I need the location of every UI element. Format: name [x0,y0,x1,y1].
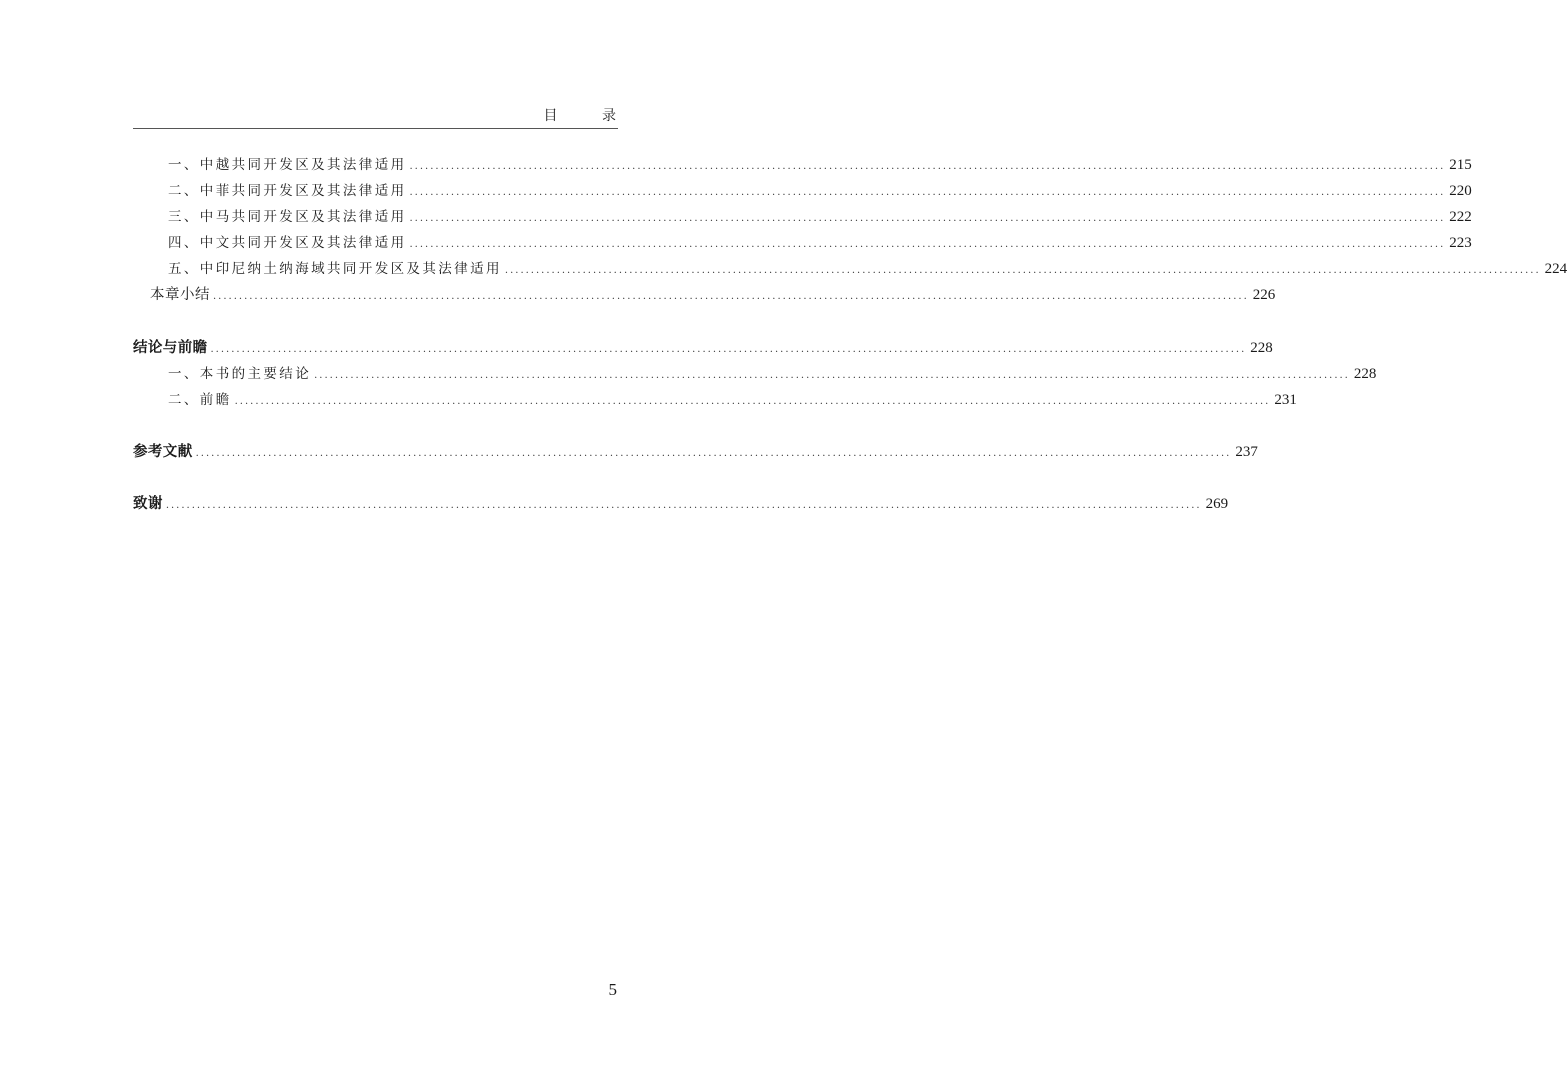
toc-entry-title: 二、前瞻 [168,392,232,408]
dot-leader: ........................................................................................................................................................................................................ [165,500,1202,511]
toc-entry-page: 220 [1449,183,1472,199]
dot-leader: ........................................................................................................................................................................................................ [234,396,1271,407]
toc-entry-page: 226 [1252,287,1276,303]
toc-entry-title: 参考文献 [133,444,193,460]
toc-entry-page: 228 [1353,366,1377,382]
toc-entry[interactable] [133,337,1273,359]
toc-entry[interactable] [168,154,1472,176]
toc-entry[interactable] [168,258,1567,280]
toc-entry-title: 一、本书的主要结论 [168,366,312,382]
toc-entry-title: 五、中印尼纳土纳海域共同开发区及其法律适用 [168,261,502,277]
toc-entry-title: 一、中越共同开发区及其法律适用 [168,157,407,173]
dot-leader: ........................................................................................................................................................................................................ [314,370,1350,381]
toc-entry[interactable] [150,284,1276,306]
dot-leader: ........................................................................................................................................................................................................ [210,344,1247,355]
toc-entry-title: 二、中菲共同开发区及其法律适用 [168,183,407,199]
toc-entry-page: 223 [1449,235,1472,251]
toc-entry[interactable] [168,232,1472,254]
toc-entry-page: 237 [1235,444,1258,460]
toc-entry-title: 三、中马共同开发区及其法律适用 [168,209,407,225]
toc-entry-title: 致谢 [133,496,163,512]
toc-entry-page: 215 [1449,157,1472,173]
toc-entry[interactable] [168,363,1377,385]
toc-entry-title: 结论与前瞻 [133,340,208,356]
dot-leader: ........................................................................................................................................................................................................ [195,448,1232,459]
toc-entry-page: 228 [1250,340,1273,356]
dot-leader: ........................................................................................................................................................................................................ [504,265,1541,276]
toc-entry-page: 224 [1544,261,1567,277]
toc-entry-page: 231 [1274,392,1297,408]
running-header [133,98,636,129]
toc-entry-title: 本章小结 [150,287,210,303]
header-title: 目 录 [543,108,636,124]
toc-entry[interactable] [168,180,1472,202]
toc-entry-title: 四、中文共同开发区及其法律适用 [168,235,407,251]
toc-entry[interactable] [133,493,1229,515]
toc-entry-page: 269 [1205,496,1229,512]
page-number: 5 [608,980,617,999]
dot-leader: ........................................................................................................................................................................................................ [409,213,1446,224]
toc-entry[interactable] [168,389,1297,411]
dot-leader: ........................................................................................................................................................................................................ [409,161,1446,172]
toc-entry[interactable] [133,441,1258,463]
dot-leader: ........................................................................................................................................................................................................ [409,239,1446,250]
toc-entry-page: 222 [1449,209,1472,225]
dot-leader: ........................................................................................................................................................................................................ [213,291,1249,302]
toc-entry[interactable] [168,206,1472,228]
dot-leader: ........................................................................................................................................................................................................ [409,187,1446,198]
